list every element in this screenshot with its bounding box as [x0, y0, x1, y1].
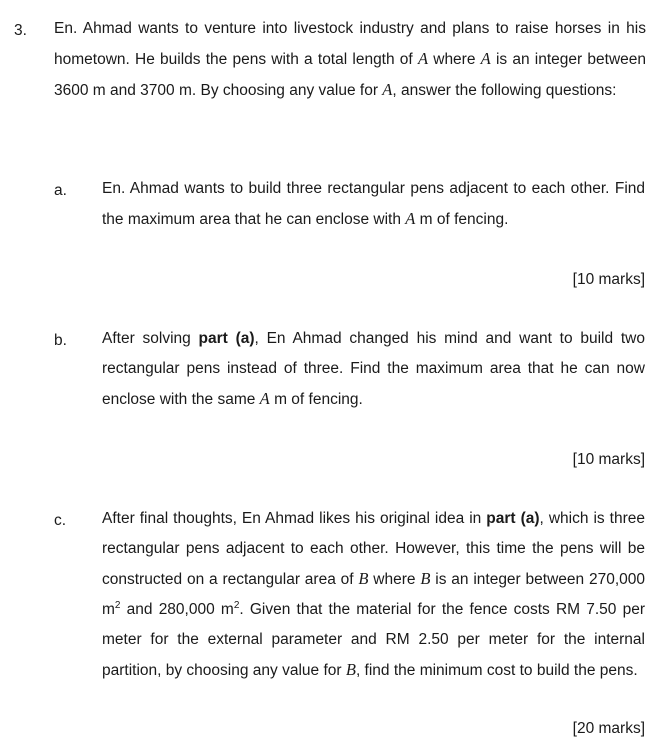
intro-text: En. Ahmad wants to venture into livestock industry and plans to raise horses in his hometown. He builds the pens with a total length of — [54, 20, 646, 68]
part-a-text — [102, 174, 645, 235]
part-b-label: b. — [54, 332, 67, 349]
part-b-segment: m of fencing. — [269, 391, 363, 408]
part-a-segment: En. Ahmad wants to build three rectangular pens adjacent to each other. Find the maximum area that he can enclose with — [102, 180, 645, 228]
part-b-text — [102, 324, 645, 415]
question-number: 3. — [14, 22, 27, 39]
part-b-segment: After solving — [102, 330, 199, 347]
variable-b: B — [420, 569, 431, 588]
part-c-segment: , find the minimum cost to build the pens. — [355, 662, 638, 679]
superscript: 2 — [233, 600, 240, 611]
intro-text: , answer the following questions: — [392, 82, 617, 99]
part-c-segment: is an integer between 270,000 m — [102, 571, 645, 618]
variable-a: A — [417, 49, 429, 68]
part-a-marks: [10 marks] — [572, 271, 645, 288]
part-c-segment: where — [368, 571, 421, 588]
part-c-marks: [20 marks] — [572, 720, 645, 737]
part-c-segment: , which is three rectangular pens adjacent to each other. However, this time the pens will be constructed on a rectangular area of — [102, 510, 645, 588]
superscript: 2 — [114, 600, 121, 611]
part-c-segment: . Given that the material for the fence costs RM 7.50 per meter for the external parameter and RM 2.50 per meter for the internal partition, by choosing any value for — [102, 601, 645, 679]
part-c-text — [102, 504, 645, 686]
variable-a: A — [480, 49, 491, 68]
part-c-segment: and 280,000 m — [120, 601, 234, 618]
part-a-reference: part (a) — [486, 510, 540, 527]
intro-text: is an integer between 3600 m and 3700 m. By choosing any value for — [54, 51, 646, 99]
question-intro — [54, 14, 646, 106]
part-b-segment: , En Ahmad changed his mind and want to build two rectangular pens instead of three. Find the maximum area that he can now enclose with the same — [102, 330, 645, 408]
variable-b: B — [345, 660, 356, 679]
part-a-segment: m of fencing. — [415, 211, 509, 228]
variable-a: A — [259, 389, 270, 408]
part-b-marks: [10 marks] — [572, 451, 645, 468]
variable-b: B — [358, 569, 369, 588]
part-c-label: c. — [54, 512, 67, 529]
part-c-segment: After final thoughts, En Ahmad likes his original idea in — [102, 510, 487, 527]
variable-a: A — [382, 80, 393, 99]
part-a-label: a. — [54, 182, 67, 199]
part-a-reference: part (a) — [198, 330, 255, 347]
variable-a: A — [405, 209, 416, 228]
intro-text: where — [428, 51, 481, 68]
